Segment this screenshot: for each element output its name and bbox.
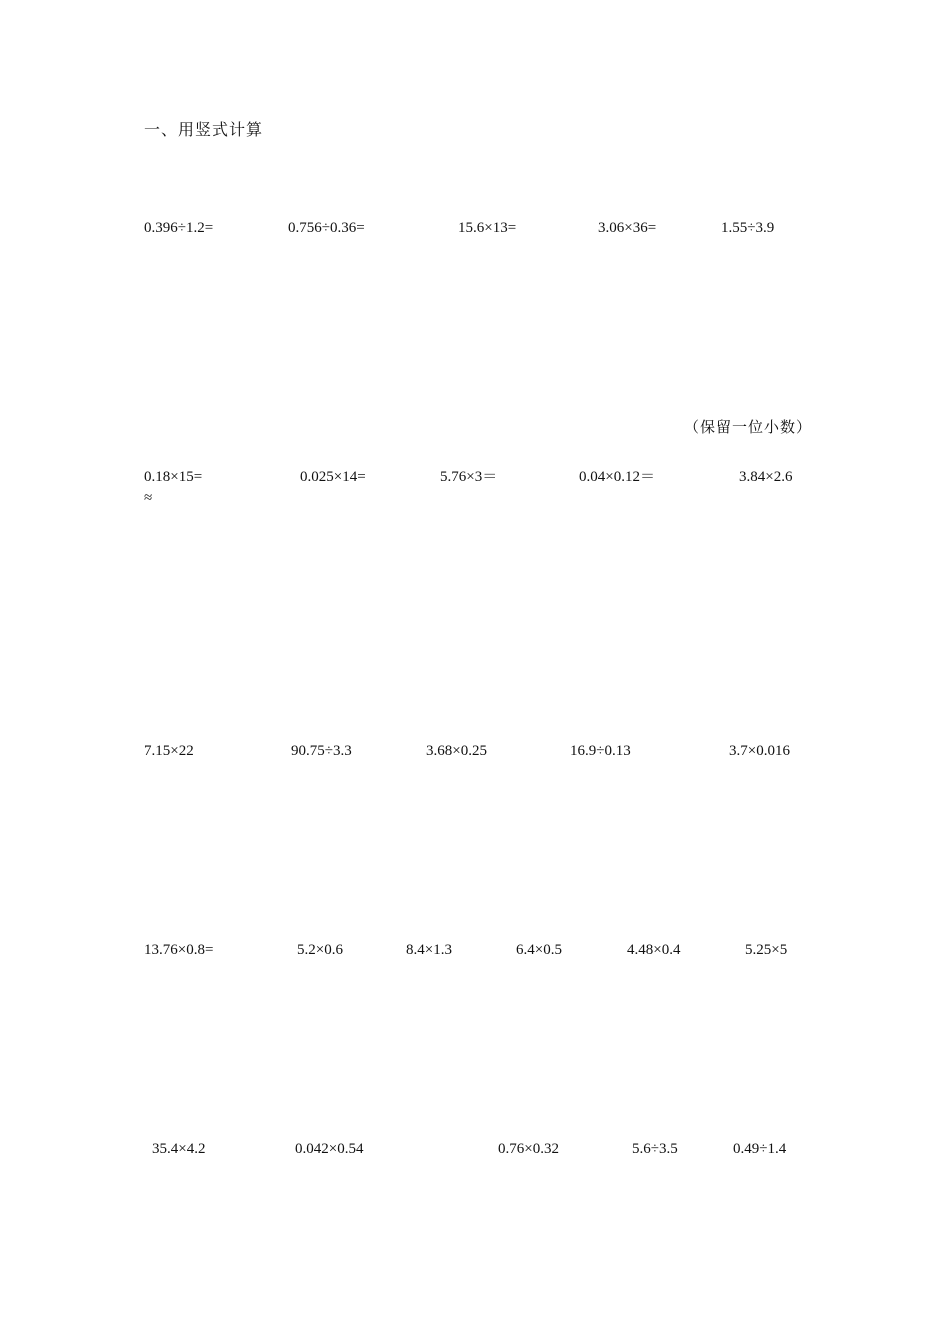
approx-symbol: ≈ (144, 490, 153, 506)
problem-r2-c5: 3.84×2.6 (739, 469, 793, 485)
problem-r1-c3: 15.6×13= (458, 220, 517, 236)
problem-r4-c4: 6.4×0.5 (516, 942, 562, 958)
problem-r2-c2: 0.025×14= (300, 469, 366, 485)
problem-r4-c1: 13.76×0.8= (144, 942, 214, 958)
problem-r5-c5: 0.49÷1.4 (733, 1141, 787, 1157)
problem-r5-c1: 35.4×4.2 (152, 1141, 206, 1157)
problem-r2-c1: 0.18×15= (144, 469, 203, 485)
problem-r4-c3: 8.4×1.3 (406, 942, 452, 958)
problem-r3-c3: 3.68×0.25 (426, 743, 487, 759)
problem-r3-c1: 7.15×22 (144, 743, 194, 759)
section-heading: 一、用竖式计算 (144, 122, 264, 139)
problem-r1-c2: 0.756÷0.36= (288, 220, 365, 236)
problem-r2-c4: 0.04×0.12＝ (579, 469, 655, 485)
problem-r5-c3: 0.76×0.32 (498, 1141, 559, 1157)
problem-r3-c2: 90.75÷3.3 (291, 743, 352, 759)
problem-r5-c2: 0.042×0.54 (295, 1141, 364, 1157)
rounding-note: （保留一位小数） (684, 420, 813, 436)
problem-r4-c5: 4.48×0.4 (627, 942, 681, 958)
problem-r4-c2: 5.2×0.6 (297, 942, 343, 958)
problem-r5-c4: 5.6÷3.5 (632, 1141, 678, 1157)
problem-r3-c5: 3.7×0.016 (729, 743, 790, 759)
problem-r1-c5: 1.55÷3.9 (721, 220, 775, 236)
problem-r1-c4: 3.06×36= (598, 220, 657, 236)
problem-r4-c6: 5.25×5 (745, 942, 788, 958)
problem-r1-c1: 0.396÷1.2= (144, 220, 214, 236)
problem-r3-c4: 16.9÷0.13 (570, 743, 631, 759)
problem-r2-c3: 5.76×3＝ (440, 469, 498, 485)
